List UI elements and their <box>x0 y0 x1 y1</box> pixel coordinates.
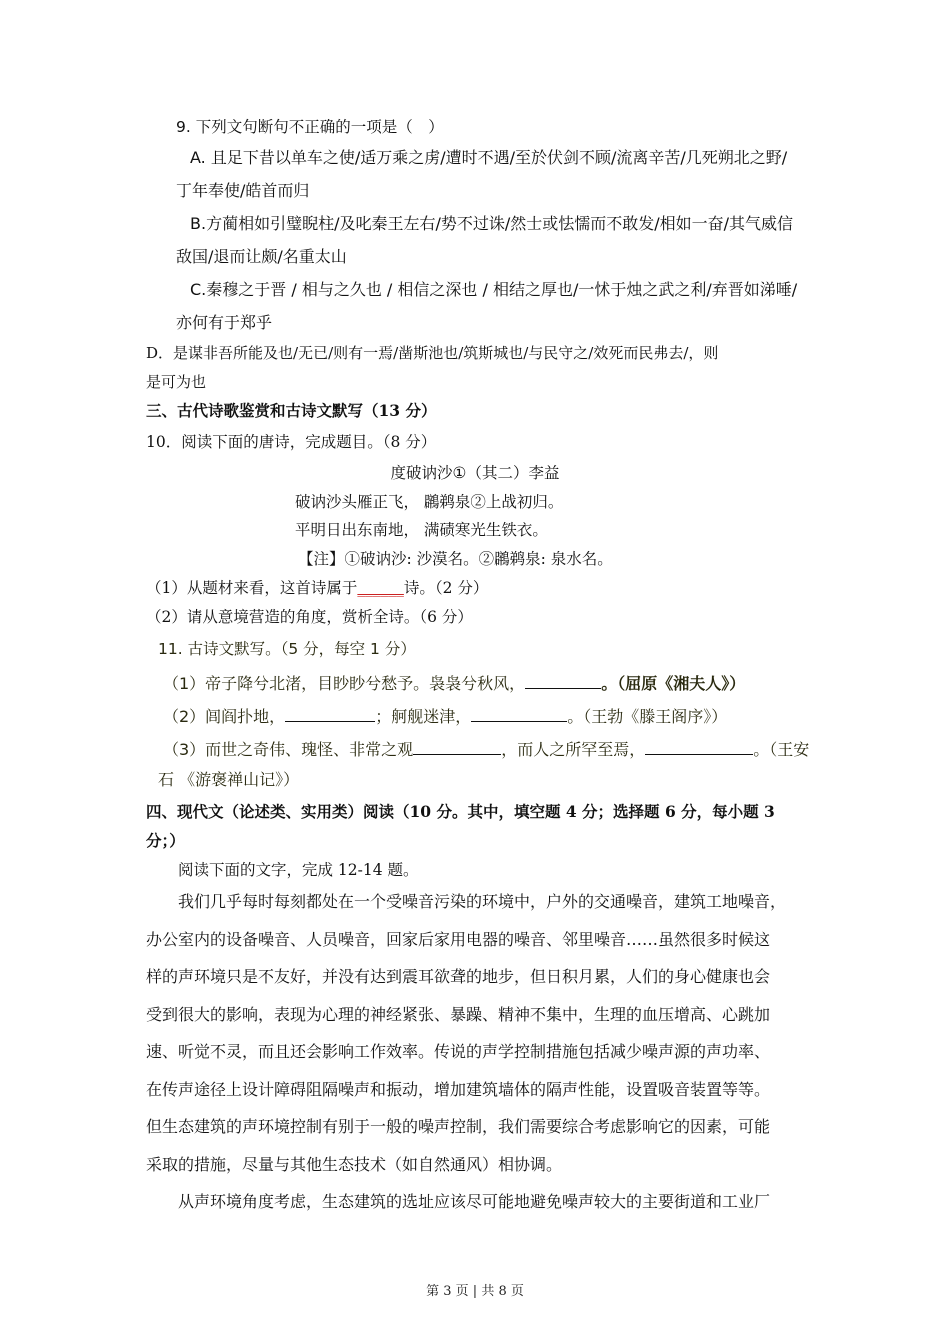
paragraph-1-line-8: 采取的措施，尽量与其他生态技术（如自然通风）相协调。 <box>146 1155 563 1174</box>
q11-line-2 <box>163 705 727 727</box>
q11-l2-prefix: （2）闾阎扑地， <box>163 707 286 726</box>
q10-sub1-suffix: 诗。（2 分） <box>403 579 489 597</box>
paragraph-1-line-2: 办公室内的设备噪音、人员噪音，回家后家用电器的噪音、邻里噪音……虽然很多时候这 <box>146 930 771 949</box>
q11-l3-answer-blank-1[interactable] <box>413 738 501 755</box>
q11-line-1 <box>163 672 745 694</box>
q11-l2-source: 。（王勃《滕王阁序》） <box>567 707 728 726</box>
poem-note: 【注】①破讷沙: 沙漠名。②鸊鹈泉: 泉水名。 <box>298 550 613 568</box>
q10-stem: 10．阅读下面的唐诗，完成题目。（8 分） <box>146 433 437 451</box>
q9-option-d-line1: D．是谋非吾所能及也/无已/则有一焉/凿斯池也/筑斯城也/与民守之/效死而民弗去/，则 <box>146 344 719 362</box>
paragraph-1-line-1: 我们几乎每时每刻都处在一个受噪音污染的环境中，户外的交通噪音，建筑工地噪音， <box>178 892 787 911</box>
reading-intro: 阅读下面的文字，完成 12-14 题。 <box>178 861 419 879</box>
q9-option-b-line2: 敌国/退而让颇/名重太山 <box>176 247 347 266</box>
q11-l1-answer-blank[interactable] <box>525 672 601 689</box>
page-footer: 第 3 页 | 共 8 页 <box>426 1284 524 1299</box>
q11-l3-middle: ，而人之所罕至焉， <box>501 740 646 759</box>
q10-sub1 <box>146 578 488 598</box>
q9-option-c-line2: 亦何有于郑乎 <box>176 313 273 332</box>
section-4-title-line1: 四、现代文（论述类、实用类）阅读（10 分。其中，填空题 4 分；选择题 6 分，每小题 3 <box>146 802 775 821</box>
q9-stem: 9. 下列文句断句不正确的一项是（ ） <box>176 118 444 136</box>
q10-sub1-answer-blank[interactable]: ______ <box>357 579 404 597</box>
paragraph-1-line-6: 在传声途径上设计障碍阻隔噪声和振动，增加建筑墙体的隔声性能，设置吸音装置等等。 <box>146 1080 771 1099</box>
q11-l2-middle: ；舸舰迷津， <box>375 707 472 726</box>
q11-l3-prefix: （3）而世之奇伟、瑰怪、非常之观 <box>163 740 414 759</box>
q11-l2-answer-blank-1[interactable] <box>285 705 375 722</box>
q9-option-a-line1: A. 且足下昔以单车之使/适万乘之虏/遭时不遇/至於伏剑不顾/流离辛苦/几死朔北之野/ <box>190 148 788 167</box>
poem-line-2: 平明日出东南地， 满碛寒光生铁衣。 <box>295 521 548 539</box>
q11-l3-answer-blank-2[interactable] <box>645 738 753 755</box>
paragraph-2-line-1: 从声环境角度考虑，生态建筑的选址应该尽可能地避免噪声较大的主要街道和工业厂 <box>178 1192 771 1211</box>
q11-line-3-continued: 石 《游褒禅山记》） <box>158 770 300 789</box>
q9-option-d-line2: 是可为也 <box>146 373 207 391</box>
poem-line-1: 破讷沙头雁正飞， 鸊鹈泉②上战初归。 <box>295 493 564 511</box>
q9-option-a-line2: 丁年奉使/皓首而归 <box>176 181 310 200</box>
q11-l2-answer-blank-2[interactable] <box>471 705 567 722</box>
q11-line-3 <box>163 738 809 760</box>
q11-l1-prefix: （1）帝子降兮北渚，目眇眇兮愁予。袅袅兮秋风， <box>163 674 526 693</box>
paragraph-1-line-5: 速、听觉不灵，而且还会影响工作效率。传说的声学控制措施包括减少噪声源的声功率、 <box>146 1042 771 1061</box>
q9-option-c-line1: C.秦穆之于晋 / 相与之久也 / 相信之深也 / 相结之厚也/一怵于烛之武之利/弃晋如涕唾/ <box>190 280 798 299</box>
paragraph-1-line-3: 样的声环境只是不友好，并没有达到震耳欲聋的地步，但日积月累，人们的身心健康也会 <box>146 967 771 986</box>
section-3-title: 三、古代诗歌鉴赏和古诗文默写（13 分） <box>146 401 437 420</box>
q11-l1-source: 。（屈原《湘夫人》） <box>601 674 746 693</box>
paragraph-1-line-7: 但生态建筑的声环境控制有别于一般的噪声控制，我们需要综合考虑影响它的因素，可能 <box>146 1117 771 1136</box>
poem-title: 度破讷沙①（其二）李益 <box>390 464 560 482</box>
q10-sub2: （2）请从意境营造的角度，赏析全诗。（6 分） <box>146 608 473 626</box>
section-4-title-line2: 分；） <box>146 831 185 850</box>
q10-sub1-prefix: （1）从题材来看，这首诗属于 <box>146 579 358 597</box>
q9-option-b-line1: B.方蔺相如引璧睨柱/及叱秦王左右/势不过诛/然士或怯懦而不敢发/相如一奋/其气威信 <box>190 214 794 233</box>
paragraph-1-line-4: 受到很大的影响，表现为心理的神经紧张、暴躁、精神不集中，生理的血压增高、心跳加 <box>146 1005 771 1024</box>
q11-l3-suffix: 。（王安 <box>753 740 810 759</box>
q11-stem: 11. 古诗文默写。（5 分，每空 1 分） <box>158 640 416 658</box>
